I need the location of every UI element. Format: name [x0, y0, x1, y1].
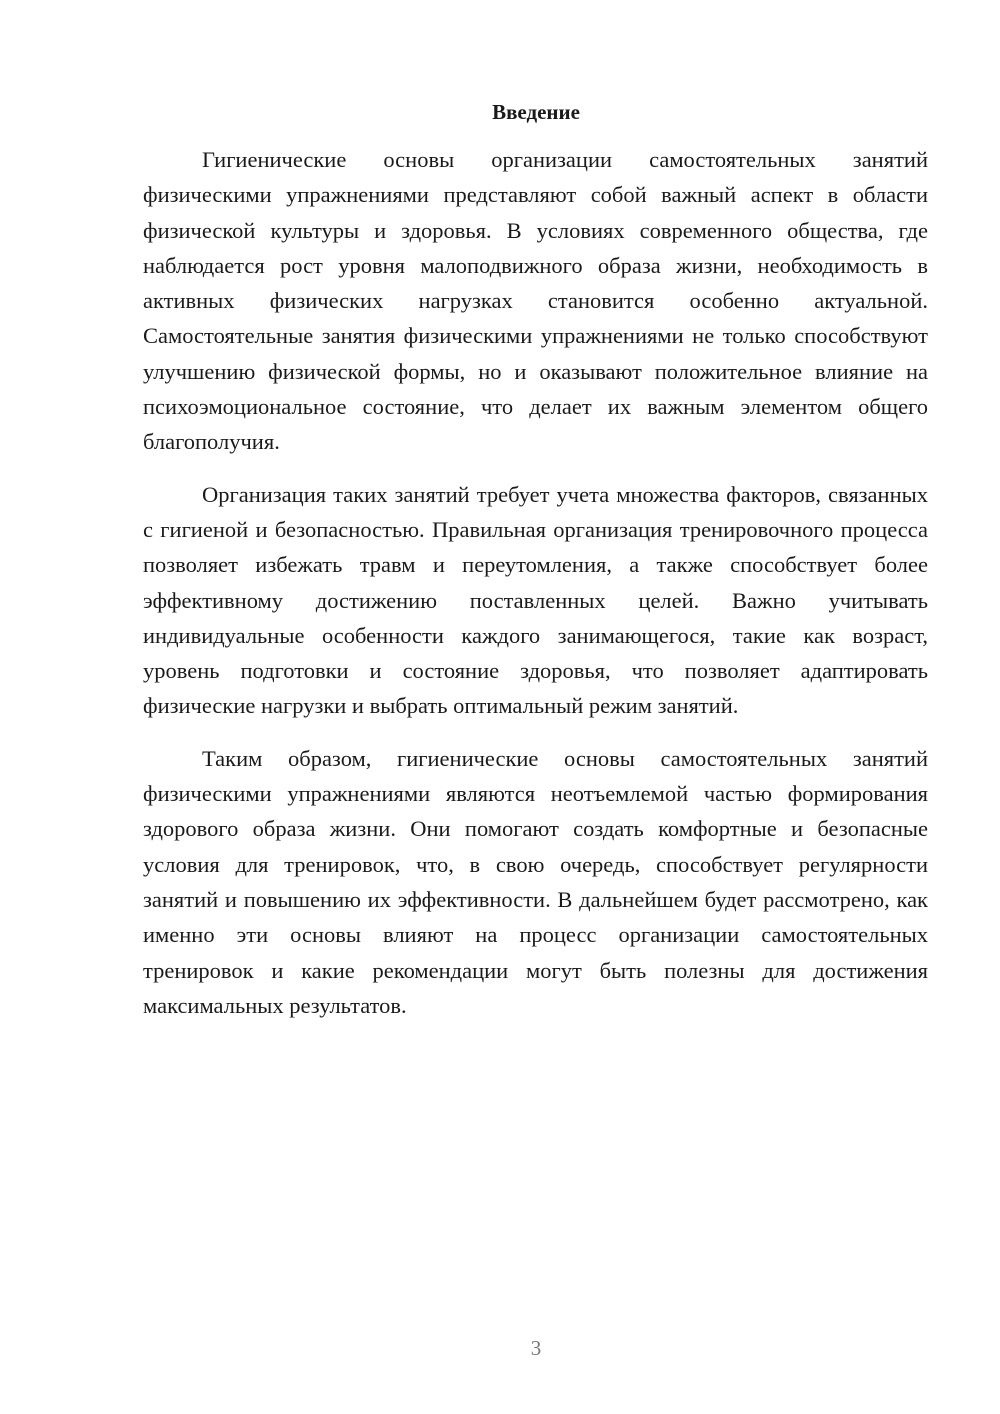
- body-text: [143, 142, 928, 1040]
- section-heading: Введение: [492, 100, 580, 124]
- paragraph-2: Организация таких занятий требует учета множества факторов, связанных с гигиеной и безопасностью. Правильная организация тренировочного процесса позволяет избежать травм и переутомления, а также способствует более эффективному достижению поставленных целей. Важно учитывать индивидуальные особенности каждого занимающегося, такие как возраст, уровень подготовки и состояние здоровья, что позволяет адаптировать физические нагрузки и выбрать оптимальный режим занятий.: [143, 481, 928, 719]
- paragraph-3: Таким образом, гигиенические основы самостоятельных занятий физическими упражнениями являются неотъемлемой частью формирования здорового образа жизни. Они помогают создать комфортные и безопасные условия для тренировок, что, в свою очередь, способствует регулярности занятий и повышению их эффективности. В дальнейшем будет рассмотрено, как именно эти основы влияют на процесс организации самостоятельных тренировок и какие рекомендации могут быть полезны для достижения максимальных результатов.: [143, 745, 928, 1018]
- page-number: 3: [530, 1336, 542, 1360]
- paragraph-1: Гигиенические основы организации самостоятельных занятий физическими упражнениями представляют собой важный аспект в области физической культуры и здоровья. В условиях современного общества, где наблюдается рост уровня малоподвижного образа жизни, необходимость в активных физических нагрузках становится особенно актуальной. Самостоятельные занятия физическими упражнениями не только способствуют улучшению физической формы, но и оказывают положительное влияние на психоэмоциональное состояние, что делает их важным элементом общего благополучия.: [143, 147, 928, 455]
